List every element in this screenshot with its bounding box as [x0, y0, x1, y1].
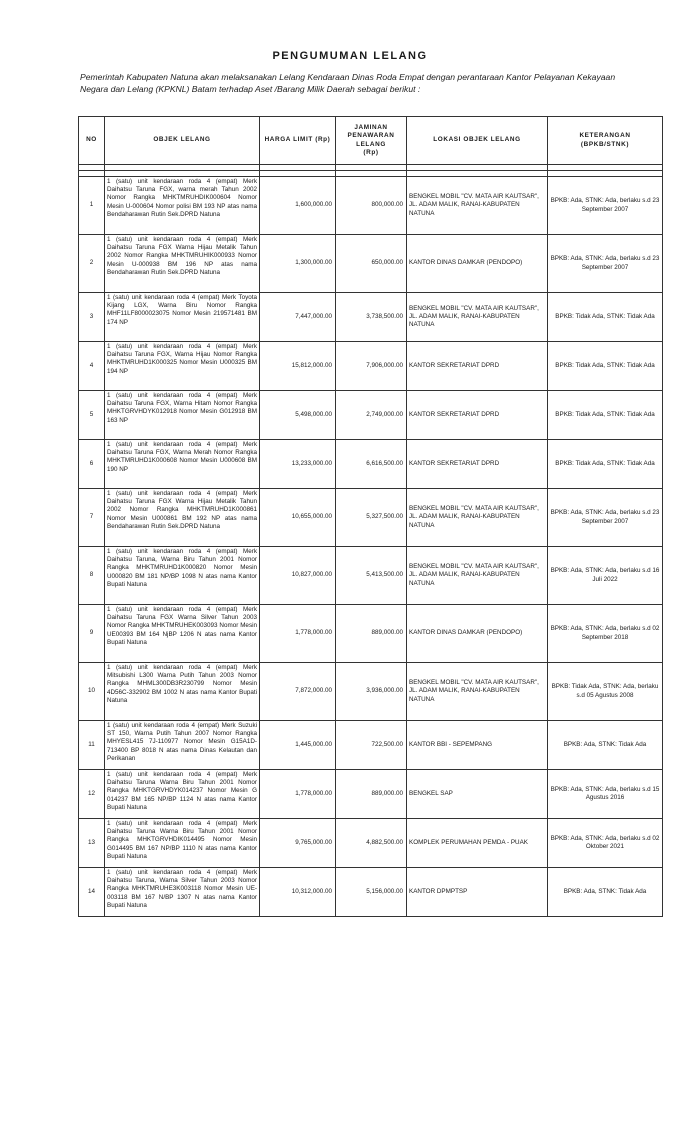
header-harga-limit: HARGA LIMIT (Rp) [260, 117, 336, 165]
cell-lokasi: BENGKEL MOBIL "CV. MATA AIR KAUTSAR", JL. ADAM MALIK, RANAI-KABUPATEN NATUNA [407, 177, 548, 235]
cell-harga-limit: 10,312,000.00 [260, 868, 336, 917]
header-lokasi: LOKASI OBJEK LELANG [407, 117, 548, 165]
cell-keterangan: BPKB: Ada, STNK: Ada, berlaku s.d 16 Juli 2022 [548, 547, 663, 605]
cell-jaminan: 2,749,000.00 [336, 391, 407, 440]
cell-harga-limit: 1,778,000.00 [260, 770, 336, 819]
cell-jaminan: 650,000.00 [336, 235, 407, 293]
table-row [79, 605, 663, 663]
cell-lokasi: BENGKEL MOBIL "CV. MATA AIR KAUTSAR", JL. ADAM MALIK, RANAI-KABUPATEN NATUNA [407, 293, 548, 342]
cell-objek: 1 (satu) unit kendaraan roda 4 (empat) Merk Daihatsu Taruna FGX Warna Hijau Metalik Tahun 2002 Nomor Rangka MHKTMRUHIK000933 Nomor Mesin U-000938 BM 196 NP atas nama Bendaharawan Rutin Sek.DPRD Natuna [105, 235, 260, 293]
cell-keterangan: BPKB: Ada, STNK: Ada, berlaku s.d 02 September 2018 [548, 605, 663, 663]
header-jaminan-unit: (Rp) [363, 148, 379, 156]
cell-no: 9 [79, 605, 105, 663]
header-jaminan [336, 117, 407, 165]
header-keterangan-label: KETERANGAN [579, 132, 631, 140]
cell-lokasi: BENGKEL SAP [407, 770, 548, 819]
cell-harga-limit: 1,600,000.00 [260, 177, 336, 235]
cell-no: 5 [79, 391, 105, 440]
cell-no: 13 [79, 819, 105, 868]
cell-keterangan: BPKB: Tidak Ada, STNK: Tidak Ada [548, 391, 663, 440]
cell-objek: 1 (satu) unit kendaraan roda 4 (empat) Merk Suzuki ST 150, Warna Putih Tahun 2007 Nomor Rangka MHYESL415 7J-110977 Nomor Mesin G15A1D-713400 BP 8018 N atas nama Dinas Kelautan dan Perikanan [105, 721, 260, 770]
intro-paragraph: Pemerintah Kabupaten Natuna akan melaksanakan Lelang Kendaraan Dinas Roda Empat dengan perantaraan Kantor Pelayanan Kekayaan Negara dan Lelang (KPKNL) Batam terhadap Aset /Barang Milik Daerah sebagai berikut : [80, 72, 616, 94]
cell-keterangan: BPKB: Tidak Ada, STNK: Tidak Ada [548, 342, 663, 391]
cell-lokasi: KANTOR DINAS DAMKAR (PENDOPO) [407, 605, 548, 663]
cell-jaminan: 5,413,500.00 [336, 547, 407, 605]
cell-no: 10 [79, 663, 105, 721]
cell-keterangan: BPKB: Tidak Ada, STNK: Tidak Ada [548, 293, 663, 342]
cell-no: 2 [79, 235, 105, 293]
cell-harga-limit: 10,827,000.00 [260, 547, 336, 605]
cell-objek: 1 (satu) unit kendaraan roda 4 (empat) Merk Daihatsu Taruna FGX, warna merah Tahun 2002 Nomor Rangka MHKTMRUHDIK000604 Nomor Mesin U-000604 Nomor polisi BM 193 NP atas nama Bendaharawan Rutin Sek.DPRD Natuna [105, 177, 260, 235]
cell-harga-limit: 1,778,000.00 [260, 605, 336, 663]
auction-table [78, 116, 663, 917]
cell-jaminan: 5,327,500.00 [336, 489, 407, 547]
table-row [79, 235, 663, 293]
cell-jaminan: 7,906,000.00 [336, 342, 407, 391]
table-row [79, 489, 663, 547]
table-row [79, 547, 663, 605]
cell-keterangan: BPKB: Tidak Ada, STNK: Ada, berlaku s.d 05 Agustus 2008 [548, 663, 663, 721]
cell-objek: 1 (satu) unit kendaraan roda 4 (empat) Merk Daihatsu Taruna Warna Biru Tahun 2001 Nomor Rangka MHKTGRVHDIK014495 Nomor Mesin G014495 BM 167 NP/BP 1110 N atas nama Kantor Bupati Natuna [105, 819, 260, 868]
cell-lokasi: KANTOR SEKRETARIAT DPRD [407, 342, 548, 391]
cell-harga-limit: 7,872,000.00 [260, 663, 336, 721]
cell-keterangan: BPKB: Ada, STNK: Ada, berlaku s.d 23 September 2007 [548, 235, 663, 293]
header-no: NO [79, 117, 105, 165]
cell-lokasi: KANTOR SEKRETARIAT DPRD [407, 391, 548, 440]
cell-jaminan: 722,500.00 [336, 721, 407, 770]
cell-harga-limit: 9,765,000.00 [260, 819, 336, 868]
cell-harga-limit: 5,498,000.00 [260, 391, 336, 440]
cell-harga-limit: 15,812,000.00 [260, 342, 336, 391]
cell-no: 3 [79, 293, 105, 342]
cell-harga-limit: 1,300,000.00 [260, 235, 336, 293]
cell-objek: 1 (satu) unit kendaraan roda 4 (empat) Merk Daihatsu Taruna FGX, Warna Hitam Nomor Rangka MHKTGRVHDYK012918 Nomor Mesin G012918 BM 163 NP [105, 391, 260, 440]
cell-no: 12 [79, 770, 105, 819]
header-keterangan-sub: (BPKB/STNK) [580, 140, 630, 148]
cell-lokasi: KANTOR DINAS DAMKAR (PENDOPO) [407, 235, 548, 293]
cell-harga-limit: 10,655,000.00 [260, 489, 336, 547]
cell-no: 14 [79, 868, 105, 917]
header-keterangan [548, 117, 663, 165]
cell-lokasi: KOMPLEK PERUMAHAN PEMDA - PUAK [407, 819, 548, 868]
cell-jaminan: 6,616,500.00 [336, 440, 407, 489]
cell-objek: 1 (satu) unit kendaraan roda 4 (empat) Merk Toyota Kijang LGX, Warna Biru Nomor Rangka MHF11LF8000023075 Nomor Mesin 219571481 BM 174 NP [105, 293, 260, 342]
cell-keterangan: BPKB: Ada, STNK: Tidak Ada [548, 868, 663, 917]
table-header-row [79, 117, 663, 165]
table-row [79, 770, 663, 819]
cell-objek: 1 (satu) unit kendaraan roda 4 (empat) Merk Daihatsu Taruna, Warna Silver Tahun 2003 Nomor Rangka MHKTMRUHE3K003118 Nomor Mesin UE-003118 BM 167 N/BP 1307 N atas nama Kantor Bupati Natuna [105, 868, 260, 917]
header-objek: OBJEK LELANG [105, 117, 260, 165]
cell-objek: 1 (satu) unit kendaraan roda 4 (empat) Merk Mitsubishi L300 Warna Putih Tahun 2003 Nomor Rangka MHML300DB3R230799 Nomor Mesin 4D56C-332902 BM 1002 N atas nama Kantor Bupati Natuna [105, 663, 260, 721]
cell-objek: 1 (satu) unit kendaraan roda 4 (empat) Merk Daihatsu Taruna FGX, Warna Merah Nomor Rangka MHKTMRUHD1K000608 Nomor Mesin U000608 BM 190 NP [105, 440, 260, 489]
cell-lokasi: KANTOR DPMPTSP [407, 868, 548, 917]
cell-jaminan: 5,156,000.00 [336, 868, 407, 917]
header-jaminan-label: JAMINAN PENAWARAN LELANG [347, 124, 395, 148]
cell-objek: 1 (satu) unit kendaraan roda 4 (empat) Merk Daihatsu Taruna FGX Warna Silver Tahun 2003 Nomor Rangka MHKTMRUHEK003093 Nomor Mesin UE00393 BM 164 NjBP 1206 N atas nama Kantor Bupati Natuna [105, 605, 260, 663]
cell-objek: 1 (satu) unit kendaraan roda 4 (empat) Merk Daihatsu Taruna FGX, Warna Hijau Nomor Rangka MHKTMRUHD1K000325 Nomor Mesin U000325 BM 194 NP [105, 342, 260, 391]
table-row [79, 868, 663, 917]
cell-keterangan: BPKB: Tidak Ada, STNK: Tidak Ada [548, 440, 663, 489]
cell-jaminan: 800,000.00 [336, 177, 407, 235]
cell-jaminan: 889,000.00 [336, 770, 407, 819]
cell-keterangan: BPKB: Ada, STNK: Ada, berlaku s.d 23 September 2007 [548, 489, 663, 547]
cell-keterangan: BPKB: Ada, STNK: Ada, berlaku s.d 02 Oktober 2021 [548, 819, 663, 868]
cell-objek: 1 (satu) unit kendaraan roda 4 (empat) Merk Daihatsu Taruna FGX Warna Hijau Metalik Tahun 2002 Nomor Rangka MHKTMRUHD1K000861 Nomor Mesin U000861 BM 192 NP atas nama Bendaharawan Rutin Sek.DPRD Natuna [105, 489, 260, 547]
cell-no: 4 [79, 342, 105, 391]
table-row [79, 819, 663, 868]
cell-objek: 1 (satu) unit kendaraan roda 4 (empat) Merk Daihatsu Taruna Warna Biru Tahun 2001 Nomor Rangka MHKTGRVHDYK014237 Nomor Mesin G 014237 BM 165 NP/BP 1124 N atas nama Kantor Bupati Natuna [105, 770, 260, 819]
table-row [79, 177, 663, 235]
cell-harga-limit: 1,445,000.00 [260, 721, 336, 770]
page-title: PENGUMUMAN LELANG [272, 50, 428, 62]
cell-no: 7 [79, 489, 105, 547]
cell-jaminan: 4,882,500.00 [336, 819, 407, 868]
cell-lokasi: BENGKEL MOBIL "CV. MATA AIR KAUTSAR", JL. ADAM MALIK, RANAI-KABUPATEN NATUNA [407, 663, 548, 721]
table-row [79, 440, 663, 489]
table-row [79, 391, 663, 440]
cell-jaminan: 3,936,000.00 [336, 663, 407, 721]
cell-lokasi: BENGKEL MOBIL "CV. MATA AIR KAUTSAR", JL. ADAM MALIK, RANAI-KABUPATEN NATUNA [407, 547, 548, 605]
table-row [79, 342, 663, 391]
cell-no: 11 [79, 721, 105, 770]
cell-harga-limit: 13,233,000.00 [260, 440, 336, 489]
cell-keterangan: BPKB: Ada, STNK: Ada, berlaku s.d 23 September 2007 [548, 177, 663, 235]
cell-objek: 1 (satu) unit kendaraan roda 4 (empat) Merk Daihatsu Taruna, Warna Biru Tahun 2001 Nomor Rangka MHKTMRUHD1K000820 Nomor Mesin U000820 BM 181 NP/BP 1098 N atas nama Kantor Bupati Natuna [105, 547, 260, 605]
cell-lokasi: KANTOR BBI - SEPEMPANG [407, 721, 548, 770]
cell-keterangan: BPKB: Ada, STNK: Tidak Ada [548, 721, 663, 770]
table-row [79, 293, 663, 342]
cell-no: 8 [79, 547, 105, 605]
cell-harga-limit: 7,447,000.00 [260, 293, 336, 342]
table-row [79, 721, 663, 770]
table-row [79, 663, 663, 721]
cell-jaminan: 889,000.00 [336, 605, 407, 663]
cell-no: 6 [79, 440, 105, 489]
cell-no: 1 [79, 177, 105, 235]
cell-jaminan: 3,738,500.00 [336, 293, 407, 342]
cell-lokasi: KANTOR SEKRETARIAT DPRD [407, 440, 548, 489]
cell-keterangan: BPKB: Ada, STNK: Ada, berlaku s.d 15 Agustus 2016 [548, 770, 663, 819]
cell-lokasi: BENGKEL MOBIL "CV. MATA AIR KAUTSAR", JL. ADAM MALIK, RANAI-KABUPATEN NATUNA [407, 489, 548, 547]
